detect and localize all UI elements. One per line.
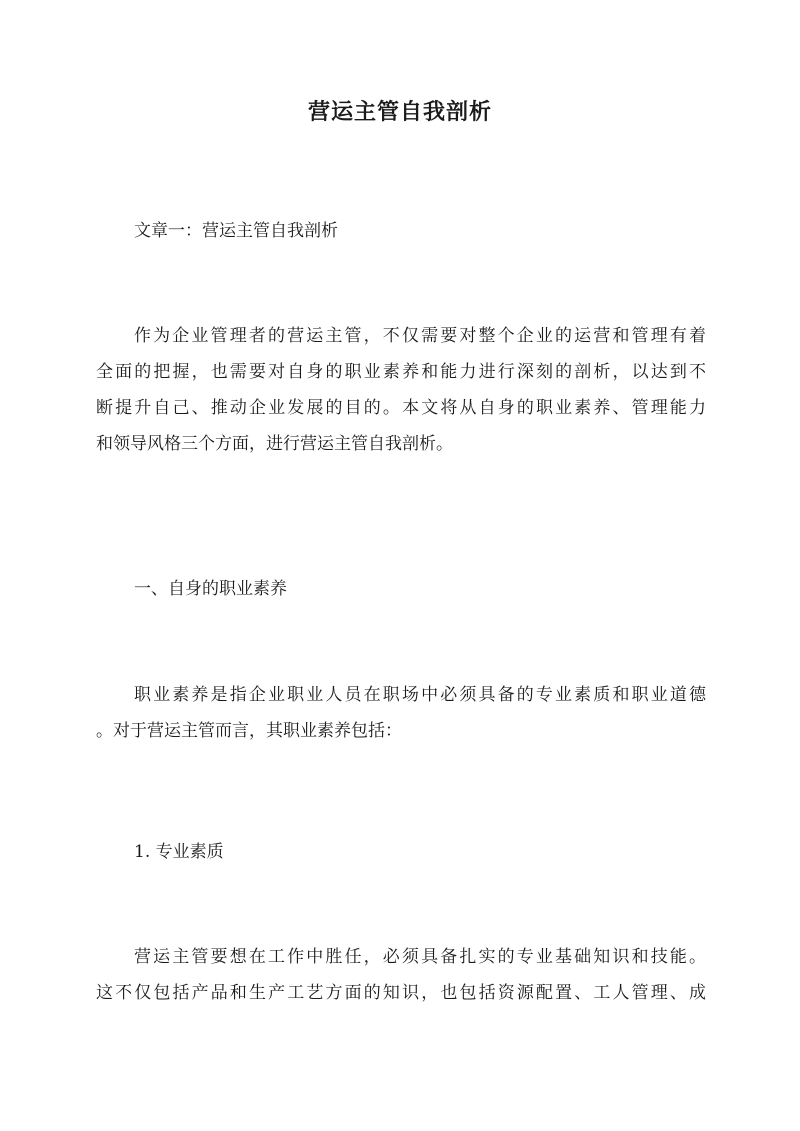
subsection-heading [96,834,706,870]
paragraph-line: 和领导风格三个方面，进行营运主管自我剖析。 [96,434,453,454]
document-title: 营运主管自我剖析 [307,99,492,125]
paragraph-line: 作为企业管理者的营运主管，不仅需要对整个企业的运营和管理有着 [134,326,706,346]
article-subtitle-text: 文章一：营运主管自我剖析 [134,221,338,241]
article-subtitle [96,213,706,249]
paragraph-line: 这不仅包括产品和生产工艺方面的知识，也包括资源配置、工人管理、成 [96,983,706,1003]
section-heading-text: 一、自身的职业素养 [134,579,287,599]
subsection-paragraph [96,939,706,1011]
paragraph-line: 营运主管要想在工作中胜任，必须具备扎实的专业基础知识和技能。 [134,947,706,967]
intro-paragraph [96,318,706,462]
paragraph-line: 断提升自己、推动企业发展的目的。本文将从自身的职业素养、管理能力 [96,398,706,418]
subsection-heading-text: 1. 专业素质 [134,842,224,862]
paragraph-line: 。对于营运主管而言，其职业素养包括： [96,721,402,741]
section-paragraph [96,677,706,749]
section-heading [96,571,706,607]
paragraph-line: 全面的把握，也需要对自身的职业素养和能力进行深刻的剖析，以达到不 [96,362,706,382]
paragraph-line: 职业素养是指企业职业人员在职场中必须具备的专业素质和职业道德 [134,685,706,705]
